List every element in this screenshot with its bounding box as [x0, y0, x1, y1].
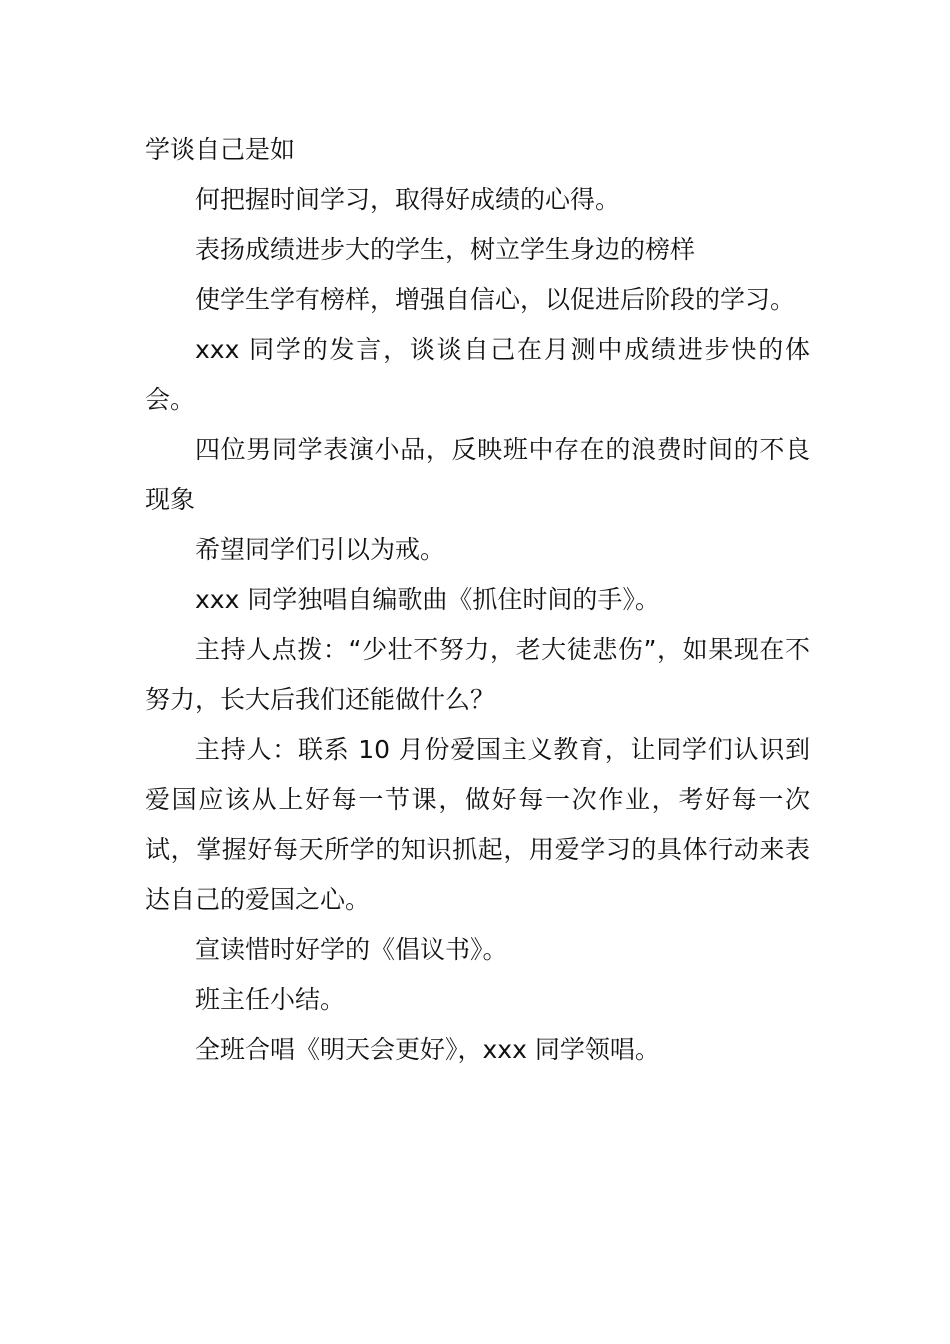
paragraph-5: xxx 同学的发言，谈谈自己在月测中成绩进步快的体会。 [145, 335, 810, 414]
paragraph-3: 表扬成绩进步大的学生，树立学生身边的榜样 [195, 235, 696, 264]
paragraph-4: 使学生学有榜样，增强自信心，以促进后阶段的学习。 [195, 285, 796, 314]
paragraph-12: 班主任小结。 [195, 985, 346, 1014]
paragraph-10: 主持人：联系 10 月份爱国主义教育，让同学们认识到爱国应该从上好每一节课，做好每一次作业，考好每一次试，掌握好每天所学的知识抓起，用爱学习的具体行动来表达自己的爱国之心。 [145, 735, 810, 914]
paragraph-13: 全班合唱《明天会更好》，xxx 同学领唱。 [195, 1035, 660, 1064]
paragraph-8: xxx 同学独唱自编歌曲《抓住时间的手》。 [195, 585, 660, 614]
paragraph-7: 希望同学们引以为戒。 [195, 535, 446, 564]
paragraph-6: 四位男同学表演小品，反映班中存在的浪费时间的不良现象 [145, 435, 810, 514]
document-body [145, 125, 810, 1075]
paragraph-11: 宣读惜时好学的《倡议书》。 [195, 935, 508, 964]
paragraph-2: 何把握时间学习，取得好成绩的心得。 [195, 185, 621, 214]
paragraph-1: 学谈自己是如 [145, 135, 296, 164]
paragraph-9: 主持人点拨：“少壮不努力，老大徒悲伤”，如果现在不努力，长大后我们还能做什么？ [145, 635, 810, 714]
